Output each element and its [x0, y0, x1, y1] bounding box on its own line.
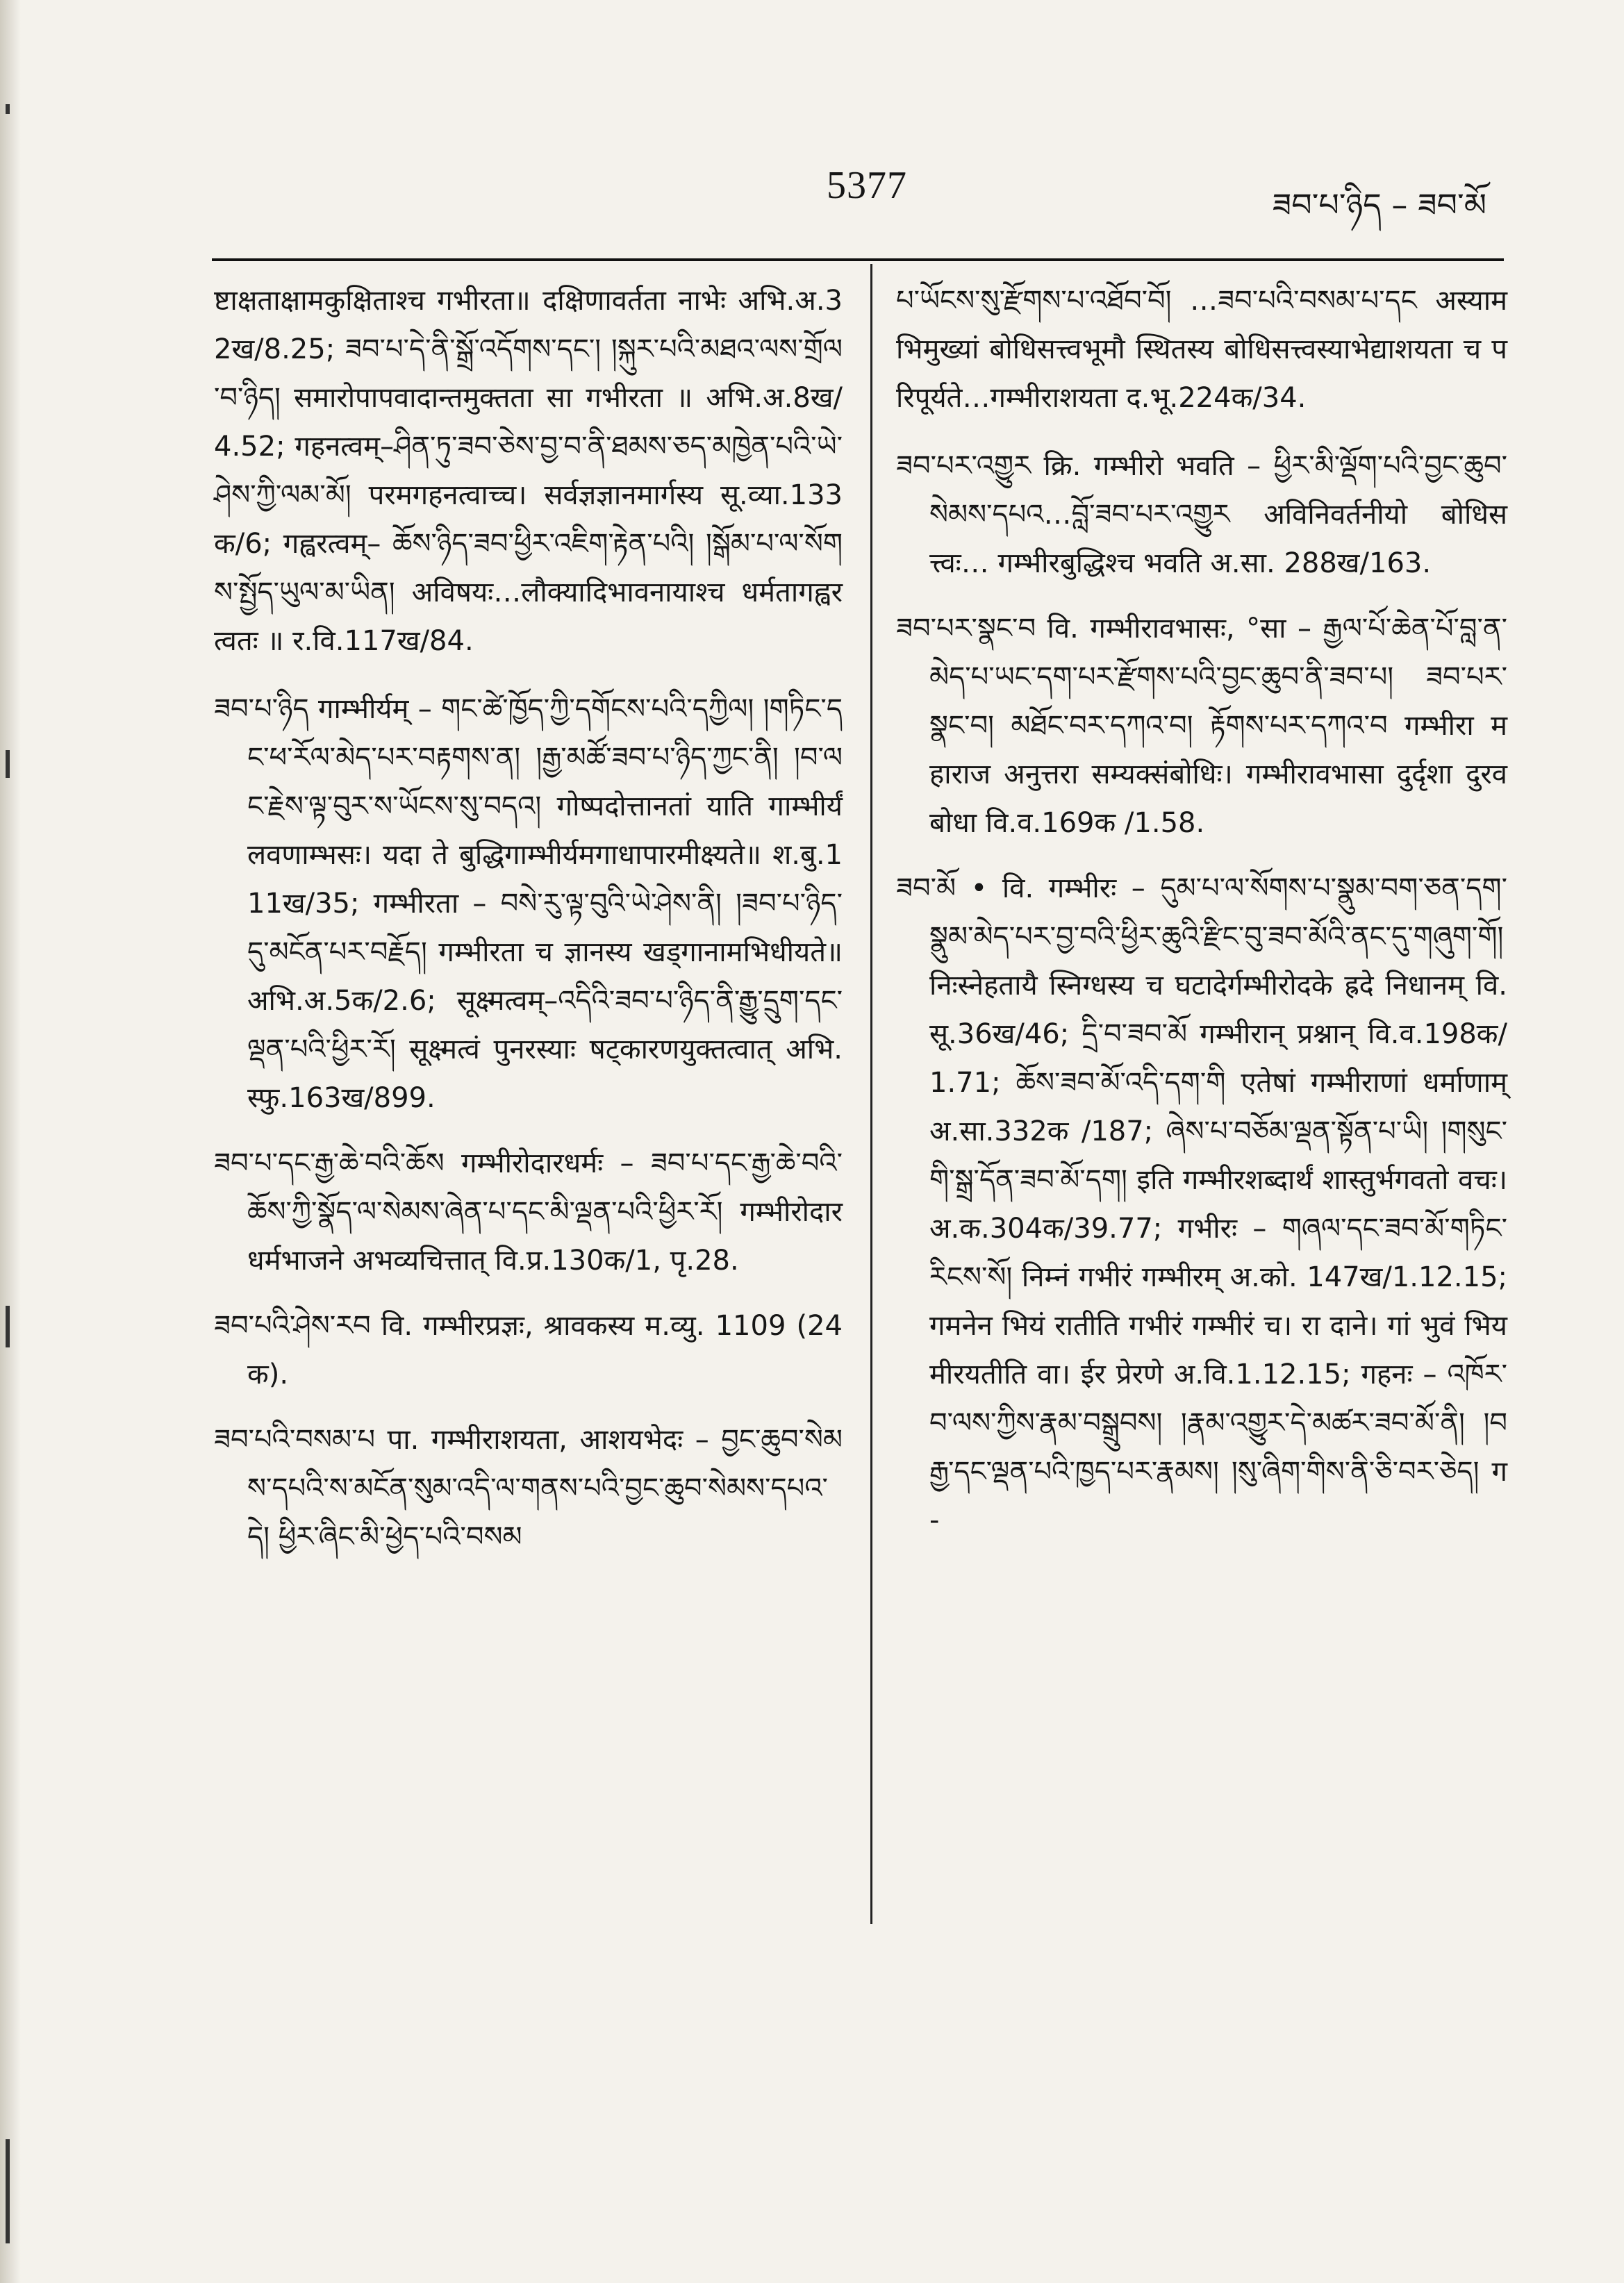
column-divider [870, 264, 872, 1924]
header-rule [212, 258, 1504, 261]
left-column [214, 276, 843, 1578]
dictionary-entry: ཟབ་པ་ཉིད गाम्भीर्यम् – གང་ཚེ་ཁྱོད་ཀྱི་དགོངས་པའི་དཀྱིལ། །གཏིང་དང་ཕ་རོལ་མེད་པར་བརྟགས་ན། །རྒྱ་མཚོ་ཟབ་པ་ཉིད་ཀྱང་ནི། །བ་ལང་རྗེས་ལྟ་བུར་ས་ཡོངས་སུ་བདའ། गोष्पदोत्तानतां याति गाम्भीर्यं लवणाम्भसः। यदा ते बुद्धिगाम्भीर्यमगाधापारमीक्ष्यते॥ श.बु.111ख/35; गम्भीरता – བསེ་རུ་ལྟ་བུའི་ཡེ་ཤེས་ནི། །ཟབ་པ་ཉིད་དུ་མངོན་པར་བརྗོད། गम्भीरता च ज्ञानस्य खड्गानामभिधीयते॥ अभि.अ.5क/2.6; सूक्ष्मत्वम्–འདིའི་ཟབ་པ་ཉིད་ནི་རྒྱུ་དྲུག་དང་ལྡན་པའི་ཕྱིར་རོ། सूक्ष्मत्वं पुनरस्याः षट्कारणयुक्तत्वात् अभि.स्फु.163ख/899. [214, 693, 843, 1114]
scan-edge-mark [6, 2139, 10, 2243]
dictionary-entry: ष्टाक्षताक्षामकुक्षिताश्च गभीरता॥ दक्षिणावर्तता नाभेः अभि.अ.32ख/8.25; ཟབ་པ་དེ་ནི་སྒྲོ་འདོགས་དང་། །སྐུར་པའི་མཐའ་ལས་གྲོལ་བ་ཉིད། समारोपापवादान्तमुक्तता सा गभीरता ॥ अभि.अ.8ख/4.52; गहनत्वम्–ཤིན་ཏུ་ཟབ་ཅེས་བྱ་བ་ནི་ཐམས་ཅད་མཁྱེན་པའི་ཡེ་ཤེས་ཀྱི་ལམ་མོ། परमगहनत्वाच्च। सर्वज्ञज्ञानमार्गस्य सू.व्या.133क/6; गह्वरत्वम्– ཆོས་ཉིད་ཟབ་ཕྱིར་འཇིག་རྟེན་པའི། །སྒོམ་པ་ལ་སོགས་སྤྱོད་ཡུལ་མ་ཡིན། अविषयः…लौक्यादिभावनायाश्च धर्मतागह्वरत्वतः ॥ र.वि.117ख/84. [214, 285, 843, 657]
right-column [896, 276, 1507, 1561]
dictionary-entry: ཟབ་པ་དང་རྒྱ་ཆེ་བའི་ཆོས गम्भीरोदारधर्मः – ཟབ་པ་དང་རྒྱ་ཆེ་བའི་ཆོས་ཀྱི་སྣོད་ལ་སེམས་ཞེན་པ་དང་མི་ལྡན་པའི་ཕྱིར་རོ། गम्भीरोदारधर्मभाजने अभव्यचित्तात् वि.प्र.130क/1, पृ.28. [214, 1147, 843, 1277]
page-header [0, 163, 1624, 224]
dictionary-entry: ཟབ་མོ • वि. गम्भीरः – དུམ་པ་ལ་སོགས་པ་སྣུམ་བག་ཅན་དག་སྣུམ་མེད་པར་བྱ་བའི་ཕྱིར་ཆུའི་རྫིང་བུ་ཟབ་མོའི་ནང་དུ་གཞུག་གོ། निःस्नेहतायै स्निग्धस्य च घटादेर्गम्भीरोदके ह्रदे निधानम् वि.सू.36ख/46; དྲི་བ་ཟབ་མོ गम्भीरान् प्रश्नान् वि.व.198क/1.71; ཆོས་ཟབ་མོ་འདི་དག་གི एतेषां गम्भीराणां धर्माणाम् अ.सा.332क /187; ཞེས་པ་བཅོམ་ལྡན་སྟོན་པ་ཡི། །གསུང་གི་སྒྲ་དོན་ཟབ་མོ་དག། इति गम्भीरशब्दार्थं शास्तुर्भगवतो वचः। अ.क.304क/39.77; गभीरः – གཞལ་དང་ཟབ་མོ་གཏིང་རིངས་སོ། निम्नं गभीरं गम्भीरम् अ.को. 147ख/1.12.15; गमनेन भियं रातीति गभीरं गम्भीरं च। रा दाने। गां भुवं भियमीरयतीति वा। ईर प्रेरणे अ.वि.1.12.15; गहनः – འཁོར་བ་ལས་ཀྱིས་རྣམ་བསྒྲུབས། །རྣམ་འགྱུར་དེ་མཚར་ཟབ་མོ་ནི། །བརྒྱ་དང་ལྡན་པའི་ཁྱད་པར་རྣམས། །སུ་ཞིག་གིས་ནི་ཅི་བར་ཅེད། ग- [896, 872, 1507, 1536]
scan-edge-mark [6, 750, 10, 778]
scan-edge-mark [6, 104, 10, 114]
dictionary-entry: ཟབ་པར་འགྱུར क्रि. गम्भीरो भवति – ཕྱིར་མི་ལྡོག་པའི་བྱང་ཆུབ་སེམས་དཔའ…བློ་ཟབ་པར་འགྱུར अविनिवर्तनीयो बोधिसत्त्वः… गम्भीरबुद्धिश्च भवति अ.सा. 288ख/163. [896, 450, 1507, 579]
dictionary-entry: ཟབ་པའི་ཤེས་རབ वि. गम्भीरप्रज्ञः, श्रावकस्य म.व्यु. 1109 (24क). [214, 1310, 843, 1390]
scan-edge-shadow [0, 0, 21, 2283]
dictionary-entry: ཟབ་པར་སྣང་བ वि. गम्भीरावभासः, °सा – རྒྱལ་པོ་ཆེན་པོ་བླ་ན་མེད་པ་ཡང་དག་པར་རྫོགས་པའི་བྱང་ཆུབ་ནི་ཟབ་པ། ཟབ་པར་སྣང་བ། མཐོང་བར་དཀའ་བ། རྟོགས་པར་དཀའ་བ गम्भीरा महाराज अनुत्तरा सम्यक्संबोधिः। गम्भीरावभासा दुर्दृशा दुरवबोधा वि.व.169क /1.58. [896, 613, 1507, 839]
scan-edge-mark [6, 1306, 10, 1347]
page-number: 5377 [827, 164, 907, 207]
running-head: ཟབ་པ་ཉིད – ཟབ་མོ [1272, 186, 1486, 224]
dictionary-entry: པ་ཡོངས་སུ་རྫོགས་པ་འཐོབ་བོ། …ཟབ་པའི་བསམ་པ་དང अस्यामभिमुख्यां बोधिसत्त्वभूमौ स्थितस्य बोधिसत्त्वस्याभेद्याशयता च परिपूर्यते…गम्भीराशयता द.भू.224क/34. [896, 285, 1507, 414]
dictionary-entry: ཟབ་པའི་བསམ་པ पा. गम्भीराशयता, आशयभेदः – བྱང་ཆུབ་སེམས་དཔའི་ས་མངོན་སུམ་འདི་ལ་གནས་པའི་བྱང་ཆུབ་སེམས་དཔའ་དེ། ཕྱིར་ཞིང་མི་ཕྱེད་པའི་བསམ [214, 1424, 843, 1553]
